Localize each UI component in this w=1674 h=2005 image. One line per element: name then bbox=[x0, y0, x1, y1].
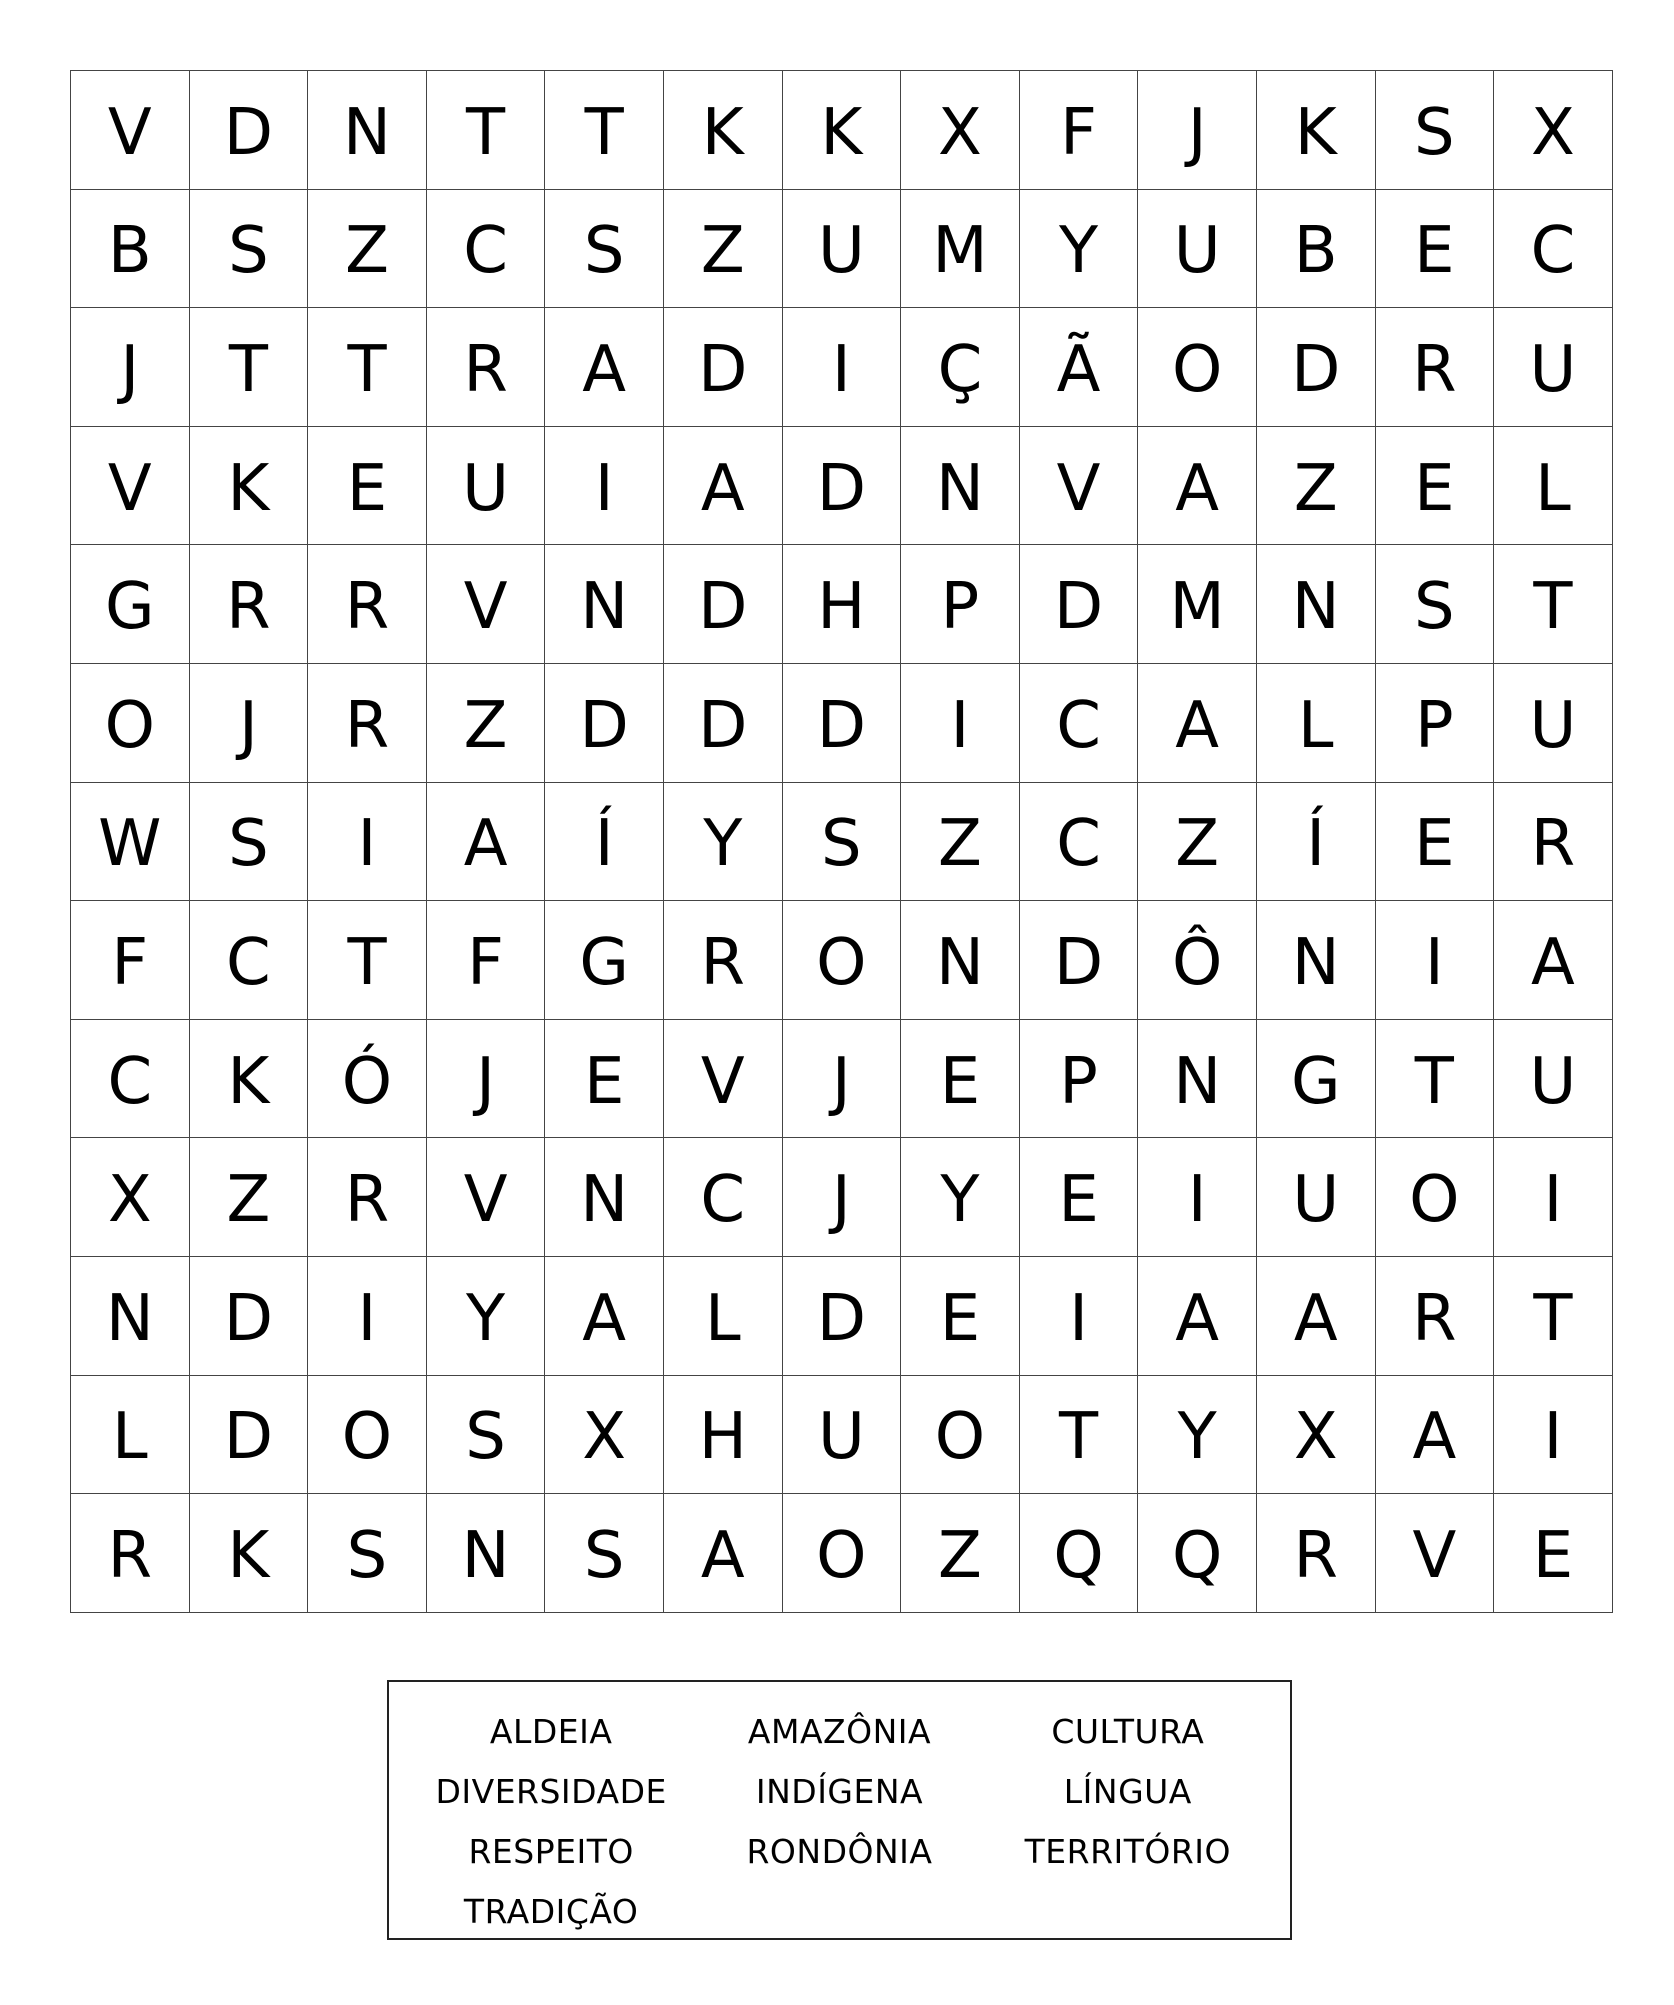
grid-cell[interactable]: V bbox=[71, 71, 190, 190]
grid-cell[interactable]: T bbox=[1494, 545, 1613, 664]
grid-cell[interactable]: W bbox=[71, 783, 190, 902]
grid-cell[interactable]: V bbox=[1020, 427, 1139, 546]
grid-cell[interactable]: A bbox=[1138, 664, 1257, 783]
grid-cell[interactable]: C bbox=[1020, 664, 1139, 783]
grid-cell[interactable]: N bbox=[545, 1138, 664, 1257]
grid-cell[interactable]: O bbox=[1376, 1138, 1495, 1257]
word-list-item: DIVERSIDADE bbox=[435, 1772, 667, 1811]
grid-cell[interactable]: X bbox=[901, 71, 1020, 190]
grid-cell[interactable]: T bbox=[1020, 1376, 1139, 1495]
grid-cell[interactable]: S bbox=[427, 1376, 546, 1495]
grid-cell[interactable]: U bbox=[1257, 1138, 1376, 1257]
word-list-item: CULTURA bbox=[1051, 1712, 1205, 1751]
grid-cell[interactable]: D bbox=[1020, 545, 1139, 664]
grid-cell[interactable]: Z bbox=[308, 190, 427, 309]
grid-cell[interactable]: Z bbox=[901, 783, 1020, 902]
grid-cell[interactable]: C bbox=[1020, 783, 1139, 902]
grid-cell[interactable]: D bbox=[545, 664, 664, 783]
grid-cell[interactable]: D bbox=[664, 664, 783, 783]
grid-cell[interactable]: E bbox=[1376, 783, 1495, 902]
grid-cell[interactable]: J bbox=[783, 1020, 902, 1139]
grid-cell[interactable]: X bbox=[1494, 71, 1613, 190]
grid-cell[interactable]: I bbox=[1494, 1376, 1613, 1495]
grid-cell[interactable]: P bbox=[1376, 664, 1495, 783]
grid-cell[interactable]: Y bbox=[427, 1257, 546, 1376]
grid-cell[interactable]: T bbox=[308, 901, 427, 1020]
grid-cell[interactable]: Z bbox=[1138, 783, 1257, 902]
grid-cell[interactable]: R bbox=[308, 664, 427, 783]
grid-cell[interactable]: N bbox=[1138, 1020, 1257, 1139]
grid-cell[interactable]: B bbox=[1257, 190, 1376, 309]
word-list-item: RONDÔNIA bbox=[746, 1832, 933, 1871]
grid-cell[interactable]: S bbox=[545, 190, 664, 309]
grid-cell[interactable]: V bbox=[427, 545, 546, 664]
grid-cell[interactable]: O bbox=[783, 1494, 902, 1613]
grid-cell[interactable]: Y bbox=[664, 783, 783, 902]
word-list-item: AMAZÔNIA bbox=[747, 1712, 932, 1751]
grid-cell[interactable]: R bbox=[1376, 1257, 1495, 1376]
grid-cell[interactable]: O bbox=[1138, 308, 1257, 427]
grid-cell[interactable]: I bbox=[1020, 1257, 1139, 1376]
grid-cell[interactable]: R bbox=[427, 308, 546, 427]
word-list-item: TERRITÓRIO bbox=[1024, 1832, 1232, 1871]
grid-cell[interactable]: U bbox=[1494, 308, 1613, 427]
grid-cell[interactable]: T bbox=[1376, 1020, 1495, 1139]
word-list-item: TRADIÇÃO bbox=[463, 1892, 639, 1931]
grid-cell[interactable]: Ã bbox=[1020, 308, 1139, 427]
grid-cell[interactable]: N bbox=[545, 545, 664, 664]
grid-cell[interactable]: D bbox=[1020, 901, 1139, 1020]
grid-cell[interactable]: D bbox=[190, 1376, 309, 1495]
grid-cell[interactable]: O bbox=[783, 901, 902, 1020]
grid-cell[interactable]: Z bbox=[427, 664, 546, 783]
grid-cell[interactable]: K bbox=[190, 427, 309, 546]
grid-cell[interactable]: K bbox=[783, 71, 902, 190]
grid-cell[interactable]: E bbox=[1376, 190, 1495, 309]
grid-cell[interactable]: C bbox=[190, 901, 309, 1020]
grid-cell[interactable]: L bbox=[71, 1376, 190, 1495]
grid-cell[interactable]: T bbox=[427, 71, 546, 190]
grid-cell[interactable]: U bbox=[1494, 664, 1613, 783]
grid-cell[interactable]: L bbox=[1257, 664, 1376, 783]
grid-cell[interactable]: Y bbox=[1138, 1376, 1257, 1495]
grid-cell[interactable]: N bbox=[1257, 901, 1376, 1020]
grid-cell[interactable]: A bbox=[664, 1494, 783, 1613]
grid-cell[interactable]: K bbox=[190, 1020, 309, 1139]
grid-cell[interactable]: Ó bbox=[308, 1020, 427, 1139]
grid-cell[interactable]: Z bbox=[664, 190, 783, 309]
grid-cell[interactable]: X bbox=[1257, 1376, 1376, 1495]
grid-cell[interactable]: V bbox=[664, 1020, 783, 1139]
word-search-grid bbox=[70, 70, 1613, 1613]
grid-cell[interactable]: D bbox=[783, 664, 902, 783]
word-list-item: LÍNGUA bbox=[1063, 1772, 1192, 1811]
grid-cell[interactable]: J bbox=[190, 664, 309, 783]
grid-cell[interactable]: A bbox=[1494, 901, 1613, 1020]
grid-cell[interactable]: Ô bbox=[1138, 901, 1257, 1020]
grid-cell[interactable]: U bbox=[427, 427, 546, 546]
grid-cell[interactable]: R bbox=[308, 545, 427, 664]
grid-cell[interactable]: C bbox=[427, 190, 546, 309]
grid-cell[interactable]: S bbox=[1376, 545, 1495, 664]
grid-cell[interactable]: I bbox=[308, 783, 427, 902]
grid-cell[interactable]: T bbox=[190, 308, 309, 427]
grid-cell[interactable]: U bbox=[783, 190, 902, 309]
grid-cell[interactable]: N bbox=[901, 427, 1020, 546]
grid-cell[interactable]: A bbox=[545, 1257, 664, 1376]
grid-cell[interactable]: E bbox=[308, 427, 427, 546]
grid-cell[interactable]: F bbox=[1020, 71, 1139, 190]
grid-cell[interactable]: A bbox=[1138, 1257, 1257, 1376]
grid-cell[interactable]: U bbox=[1494, 1020, 1613, 1139]
grid-cell[interactable]: D bbox=[664, 308, 783, 427]
grid-cell[interactable]: Y bbox=[901, 1138, 1020, 1257]
grid-cell[interactable]: E bbox=[901, 1257, 1020, 1376]
grid-cell[interactable]: I bbox=[901, 664, 1020, 783]
grid-cell[interactable]: Í bbox=[545, 783, 664, 902]
grid-cell[interactable]: H bbox=[664, 1376, 783, 1495]
grid-cell[interactable]: T bbox=[1494, 1257, 1613, 1376]
grid-cell[interactable]: N bbox=[308, 71, 427, 190]
grid-cell[interactable]: Z bbox=[190, 1138, 309, 1257]
grid-cell[interactable]: Q bbox=[1138, 1494, 1257, 1613]
grid-cell[interactable]: D bbox=[1257, 308, 1376, 427]
grid-cell[interactable]: I bbox=[308, 1257, 427, 1376]
grid-cell[interactable]: V bbox=[71, 427, 190, 546]
grid-cell[interactable]: D bbox=[783, 427, 902, 546]
grid-cell[interactable]: J bbox=[1138, 71, 1257, 190]
grid-cell[interactable]: D bbox=[190, 1257, 309, 1376]
grid-cell[interactable]: N bbox=[901, 901, 1020, 1020]
grid-cell[interactable]: R bbox=[1494, 783, 1613, 902]
grid-cell[interactable]: I bbox=[1138, 1138, 1257, 1257]
word-list-item: ALDEIA bbox=[489, 1712, 613, 1751]
grid-cell[interactable]: X bbox=[71, 1138, 190, 1257]
word-list bbox=[387, 1680, 1292, 1940]
grid-cell[interactable]: R bbox=[664, 901, 783, 1020]
grid-cell[interactable]: U bbox=[783, 1376, 902, 1495]
grid-cell[interactable]: V bbox=[427, 1138, 546, 1257]
grid-cell[interactable]: A bbox=[545, 308, 664, 427]
grid-cell[interactable]: I bbox=[545, 427, 664, 546]
grid-cell[interactable]: I bbox=[1376, 901, 1495, 1020]
grid-cell[interactable]: N bbox=[71, 1257, 190, 1376]
grid-cell[interactable]: D bbox=[664, 545, 783, 664]
grid-cell[interactable]: G bbox=[545, 901, 664, 1020]
grid-cell[interactable]: C bbox=[71, 1020, 190, 1139]
grid-cell[interactable]: A bbox=[427, 783, 546, 902]
grid-cell[interactable]: K bbox=[190, 1494, 309, 1613]
grid-cell[interactable]: C bbox=[1494, 190, 1613, 309]
grid-cell[interactable]: R bbox=[1257, 1494, 1376, 1613]
grid-cell[interactable]: M bbox=[901, 190, 1020, 309]
grid-cell[interactable]: S bbox=[308, 1494, 427, 1613]
grid-cell[interactable]: J bbox=[71, 308, 190, 427]
grid-cell[interactable]: H bbox=[783, 545, 902, 664]
grid-cell[interactable]: P bbox=[1020, 1020, 1139, 1139]
grid-cell[interactable]: S bbox=[545, 1494, 664, 1613]
grid-cell[interactable]: X bbox=[545, 1376, 664, 1495]
grid-cell[interactable]: G bbox=[71, 545, 190, 664]
word-list-item: RESPEITO bbox=[468, 1832, 634, 1871]
grid-cell[interactable]: D bbox=[190, 71, 309, 190]
grid-cell[interactable]: E bbox=[1020, 1138, 1139, 1257]
grid-cell[interactable]: J bbox=[783, 1138, 902, 1257]
grid-cell[interactable]: R bbox=[190, 545, 309, 664]
grid-cell[interactable]: R bbox=[308, 1138, 427, 1257]
grid-cell[interactable]: Q bbox=[1020, 1494, 1139, 1613]
grid-cell[interactable]: D bbox=[783, 1257, 902, 1376]
grid-cell[interactable]: A bbox=[664, 427, 783, 546]
grid-cell[interactable]: T bbox=[308, 308, 427, 427]
grid-cell[interactable]: S bbox=[1376, 71, 1495, 190]
grid-cell[interactable]: P bbox=[901, 545, 1020, 664]
grid-cell[interactable]: F bbox=[427, 901, 546, 1020]
grid-cell[interactable]: L bbox=[1494, 427, 1613, 546]
grid-cell[interactable]: K bbox=[664, 71, 783, 190]
grid-cell[interactable]: O bbox=[71, 664, 190, 783]
grid-cell[interactable]: B bbox=[71, 190, 190, 309]
grid-cell[interactable]: S bbox=[190, 190, 309, 309]
grid-cell[interactable]: N bbox=[427, 1494, 546, 1613]
grid-cell[interactable]: L bbox=[664, 1257, 783, 1376]
grid-cell[interactable]: Í bbox=[1257, 783, 1376, 902]
grid-cell[interactable]: R bbox=[1376, 308, 1495, 427]
grid-cell[interactable]: Z bbox=[901, 1494, 1020, 1613]
grid-cell[interactable]: A bbox=[1138, 427, 1257, 546]
word-list-item: INDÍGENA bbox=[755, 1772, 924, 1811]
grid-cell[interactable]: I bbox=[783, 308, 902, 427]
grid-cell[interactable]: G bbox=[1257, 1020, 1376, 1139]
grid-cell[interactable]: A bbox=[1257, 1257, 1376, 1376]
grid-cell[interactable]: U bbox=[1138, 190, 1257, 309]
grid-cell[interactable]: I bbox=[1494, 1138, 1613, 1257]
grid-cell[interactable]: O bbox=[308, 1376, 427, 1495]
grid-cell[interactable]: V bbox=[1376, 1494, 1495, 1613]
grid-cell[interactable]: J bbox=[427, 1020, 546, 1139]
grid-cell[interactable]: Z bbox=[1257, 427, 1376, 546]
grid-cell[interactable]: E bbox=[545, 1020, 664, 1139]
grid-cell[interactable]: E bbox=[901, 1020, 1020, 1139]
grid-cell[interactable]: M bbox=[1138, 545, 1257, 664]
grid-cell[interactable]: A bbox=[1376, 1376, 1495, 1495]
grid-cell[interactable]: O bbox=[901, 1376, 1020, 1495]
grid-cell[interactable]: F bbox=[71, 901, 190, 1020]
grid-cell[interactable]: E bbox=[1376, 427, 1495, 546]
grid-cell[interactable]: R bbox=[71, 1494, 190, 1613]
grid-cell[interactable]: Ç bbox=[901, 308, 1020, 427]
grid-cell[interactable]: S bbox=[190, 783, 309, 902]
grid-cell[interactable]: T bbox=[545, 71, 664, 190]
grid-cell[interactable]: S bbox=[783, 783, 902, 902]
grid-cell[interactable]: E bbox=[1494, 1494, 1613, 1613]
grid-cell[interactable]: N bbox=[1257, 545, 1376, 664]
grid-cell[interactable]: C bbox=[664, 1138, 783, 1257]
grid-cell[interactable]: K bbox=[1257, 71, 1376, 190]
grid-cell[interactable]: Y bbox=[1020, 190, 1139, 309]
